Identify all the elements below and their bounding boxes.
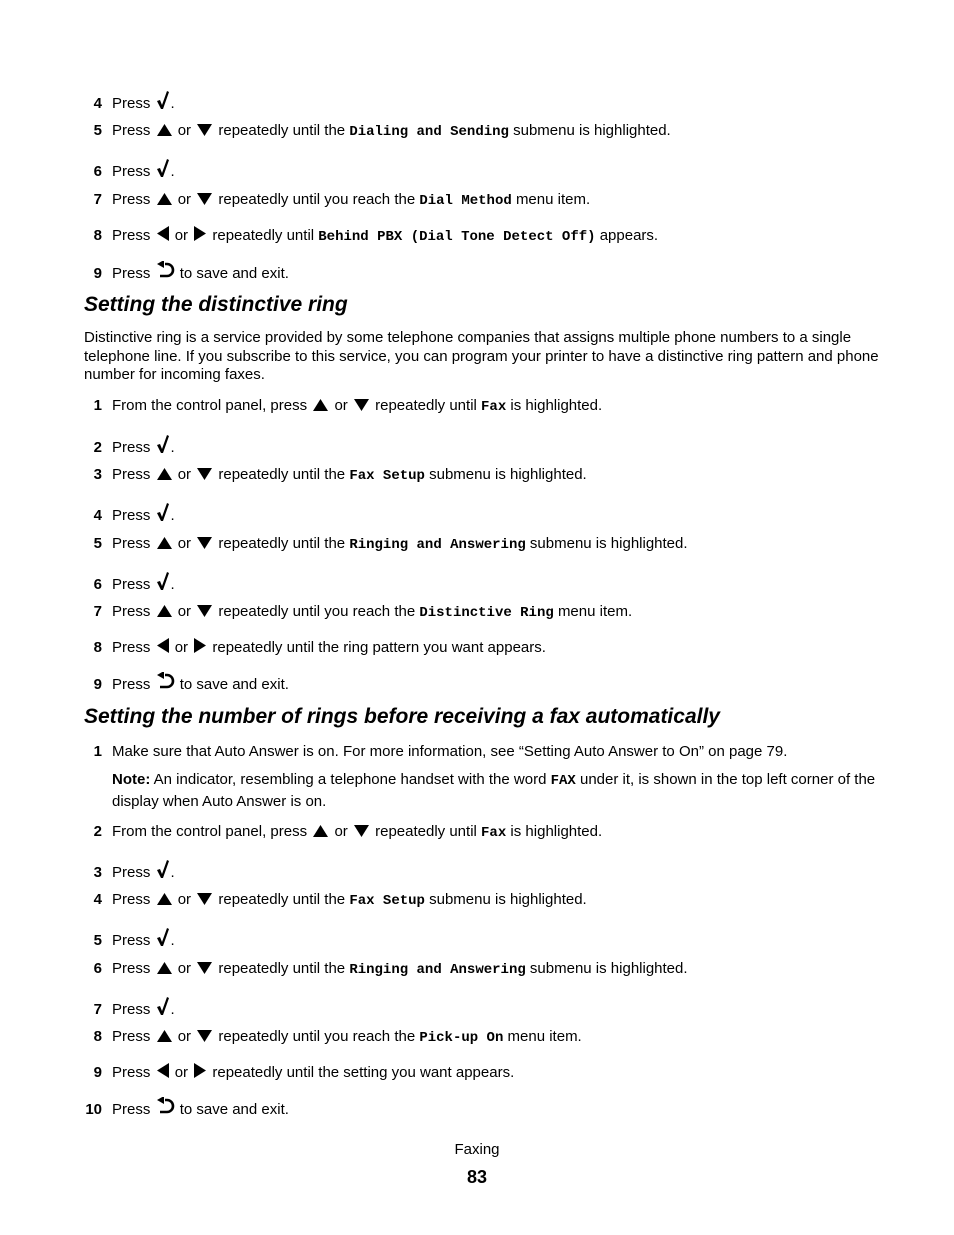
right-arrow-icon [193, 225, 207, 242]
step-number: 9 [93, 1064, 102, 1081]
menu-name: Ringing and Answering [349, 962, 526, 978]
back-icon [156, 261, 175, 280]
menu-name: Fax Setup [349, 893, 425, 909]
checkmark-icon [156, 434, 170, 454]
menu-name: Pick-up On [419, 1030, 504, 1046]
step-9: 9 Press to save and exit. [84, 672, 289, 694]
back-icon [156, 672, 175, 691]
step-number: 3 [93, 864, 102, 881]
step-number: 2 [93, 439, 102, 456]
step-8: 8 Press or repeatedly until Behind PBX (Dial Tone Detect Off) appears. [84, 225, 658, 246]
step-number: 10 [85, 1101, 102, 1118]
checkmark-icon [156, 996, 170, 1016]
fax-code: FAX [550, 773, 576, 789]
step-3: 3 Press . [84, 859, 175, 882]
checkmark-icon [156, 158, 170, 178]
note: Note: An indicator, resembling a telephone handset with the word FAX under it, is shown in the top left corner of the display when Auto Answer is on. [112, 771, 876, 810]
step-4: 4 Press or repeatedly until the Fax Setup submenu is highlighted. [84, 891, 587, 910]
step-number: 7 [93, 603, 102, 620]
step-number: 9 [93, 676, 102, 693]
step-number: 7 [93, 191, 102, 208]
menu-name: Dial Method [419, 193, 512, 209]
step-6: 6 Press . [84, 158, 175, 181]
checkmark-icon [156, 859, 170, 879]
checkmark-icon [156, 502, 170, 522]
step-5: 5 Press . [84, 927, 175, 950]
menu-name: Distinctive Ring [419, 605, 554, 621]
step-1: 1 From the control panel, press or repeatedly until Fax is highlighted. [84, 397, 602, 416]
step-number: 5 [93, 535, 102, 552]
up-arrow-icon [312, 824, 329, 838]
down-arrow-icon [196, 604, 213, 618]
down-arrow-icon [196, 536, 213, 550]
step-number: 8 [93, 227, 102, 244]
step-4: 4 Press . [84, 90, 175, 113]
step-5: 5 Press or repeatedly until the Dialing and Sending submenu is highlighted. [84, 122, 671, 141]
step-6: 6 Press or repeatedly until the Ringing and Answering submenu is highlighted. [84, 960, 688, 979]
step-number: 9 [93, 265, 102, 282]
step-number: 8 [93, 639, 102, 656]
up-arrow-icon [156, 536, 173, 550]
right-arrow-icon [193, 637, 207, 654]
step-8: 8 Press or repeatedly until the ring pattern you want appears. [84, 637, 546, 657]
menu-name: Dialing and Sending [349, 124, 509, 140]
down-arrow-icon [196, 192, 213, 206]
left-arrow-icon [156, 1062, 170, 1079]
menu-name: Fax [481, 399, 507, 415]
step-number: 6 [93, 163, 102, 180]
step-1: 1 Make sure that Auto Answer is on. For more information, see “Setting Auto Answer to On” on page 79. [84, 743, 787, 761]
distinctive-ring-intro: Distinctive ring is a service provided by some telephone companies that assigns multiple phone numbers to a single telephone line. If you subscribe to this service, you can program your printer to have a distinctive ring pattern and phone number for incoming faxes. [84, 329, 879, 383]
note-label: Note: [112, 771, 151, 788]
heading-number-of-rings: Setting the number of rings before receiving a fax automatically [84, 705, 720, 728]
down-arrow-icon [196, 1029, 213, 1043]
menu-name: Behind PBX (Dial Tone Detect Off) [318, 229, 596, 245]
checkmark-icon [156, 927, 170, 947]
step-9: 9 Press to save and exit. [84, 261, 289, 283]
up-arrow-icon [156, 961, 173, 975]
back-icon [156, 1097, 175, 1116]
step-number: 1 [93, 397, 102, 414]
down-arrow-icon [196, 467, 213, 481]
step-2: 2 From the control panel, press or repeatedly until Fax is highlighted. [84, 823, 602, 842]
step-4: 4 Press . [84, 502, 175, 525]
step-8: 8 Press or repeatedly until you reach the Pick-up On menu item. [84, 1028, 582, 1047]
heading-distinctive-ring: Setting the distinctive ring [84, 293, 348, 316]
step-number: 8 [93, 1028, 102, 1045]
up-arrow-icon [156, 123, 173, 137]
step-6: 6 Press . [84, 571, 175, 594]
down-arrow-icon [196, 961, 213, 975]
down-arrow-icon [196, 123, 213, 137]
up-arrow-icon [156, 604, 173, 618]
page-number: 83 [466, 1167, 488, 1187]
step-number: 2 [93, 823, 102, 840]
left-arrow-icon [156, 637, 170, 654]
step-7: 7 Press or repeatedly until you reach the Distinctive Ring menu item. [84, 603, 632, 622]
right-arrow-icon [193, 1062, 207, 1079]
step-number: 6 [93, 576, 102, 593]
down-arrow-icon [196, 892, 213, 906]
down-arrow-icon [353, 398, 370, 412]
checkmark-icon [156, 90, 170, 110]
down-arrow-icon [353, 824, 370, 838]
left-arrow-icon [156, 225, 170, 242]
step-10: 10 Press to save and exit. [84, 1097, 289, 1119]
up-arrow-icon [156, 1029, 173, 1043]
step-number: 4 [93, 95, 102, 112]
footer-section-label: Faxing [454, 1141, 500, 1158]
step-number: 1 [93, 743, 102, 760]
menu-name: Ringing and Answering [349, 537, 526, 553]
up-arrow-icon [312, 398, 329, 412]
menu-name: Fax [481, 825, 507, 841]
step-9: 9 Press or repeatedly until the setting you want appears. [84, 1062, 514, 1082]
up-arrow-icon [156, 892, 173, 906]
menu-name: Fax Setup [349, 468, 425, 484]
step-5: 5 Press or repeatedly until the Ringing and Answering submenu is highlighted. [84, 535, 688, 554]
step-number: 7 [93, 1001, 102, 1018]
up-arrow-icon [156, 192, 173, 206]
step-7: 7 Press or repeatedly until you reach the Dial Method menu item. [84, 191, 590, 210]
up-arrow-icon [156, 467, 173, 481]
step-2: 2 Press . [84, 434, 175, 457]
step-number: 4 [93, 891, 102, 908]
step-number: 5 [93, 932, 102, 949]
step-number: 3 [93, 466, 102, 483]
step-7: 7 Press . [84, 996, 175, 1019]
step-number: 4 [93, 507, 102, 524]
step-number: 5 [93, 122, 102, 139]
step-number: 6 [93, 960, 102, 977]
checkmark-icon [156, 571, 170, 591]
step-3: 3 Press or repeatedly until the Fax Setup submenu is highlighted. [84, 466, 587, 485]
